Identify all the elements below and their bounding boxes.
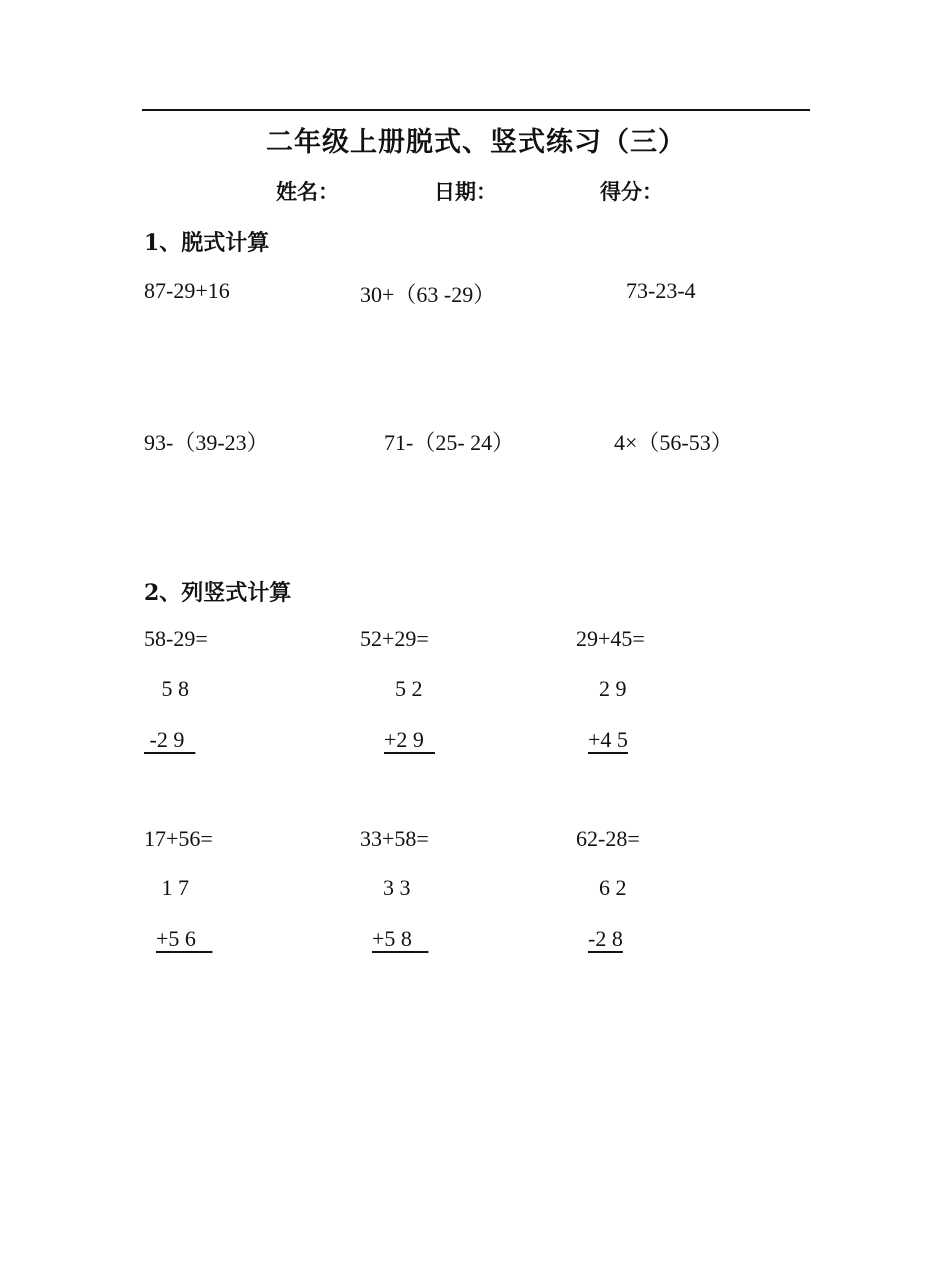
vertical-top-number: 6 2 bbox=[588, 875, 627, 900]
vertical-bottom-number: +5 6 bbox=[156, 926, 213, 951]
top-rule bbox=[142, 109, 810, 111]
vertical-top-number: 3 3 bbox=[372, 875, 411, 900]
expression-problem: 93-（39-23） bbox=[144, 430, 269, 455]
section2-heading: 2、列竖式计算 bbox=[144, 580, 292, 606]
score-label: 得分： bbox=[600, 179, 663, 204]
section1-heading: 1、脱式计算 bbox=[144, 230, 270, 256]
vertical-equation: 62-28= bbox=[576, 826, 640, 851]
vertical-equation: 52+29= bbox=[360, 626, 429, 651]
vertical-top-number: 5 8 bbox=[156, 676, 189, 701]
vertical-top-number: 2 9 bbox=[588, 676, 627, 701]
vertical-bottom-number: +5 8 bbox=[372, 926, 429, 951]
worksheet-title: 二年级上册脱式、竖式练习（三） bbox=[266, 127, 686, 158]
vertical-equation: 33+58= bbox=[360, 826, 429, 851]
vertical-bottom-number: -2 8 bbox=[588, 926, 623, 951]
name-label: 姓名： bbox=[276, 179, 339, 204]
expression-problem: 87-29+16 bbox=[144, 278, 230, 303]
vertical-bottom-number: +2 9 bbox=[384, 727, 435, 752]
expression-problem: 30+（63 -29） bbox=[360, 282, 496, 307]
date-label: 日期： bbox=[434, 179, 497, 204]
expression-problem: 73-23-4 bbox=[626, 278, 696, 303]
vertical-equation: 29+45= bbox=[576, 626, 645, 651]
vertical-equation: 58-29= bbox=[144, 626, 208, 651]
expression-problem: 4×（56-53） bbox=[614, 430, 733, 455]
vertical-equation: 17+56= bbox=[144, 826, 213, 851]
vertical-top-number: 1 7 bbox=[156, 875, 189, 900]
vertical-bottom-number: +4 5 bbox=[588, 727, 628, 752]
expression-problem: 71-（25- 24） bbox=[384, 430, 515, 455]
vertical-top-number: 5 2 bbox=[384, 676, 423, 701]
vertical-bottom-number: -2 9 bbox=[144, 727, 196, 752]
